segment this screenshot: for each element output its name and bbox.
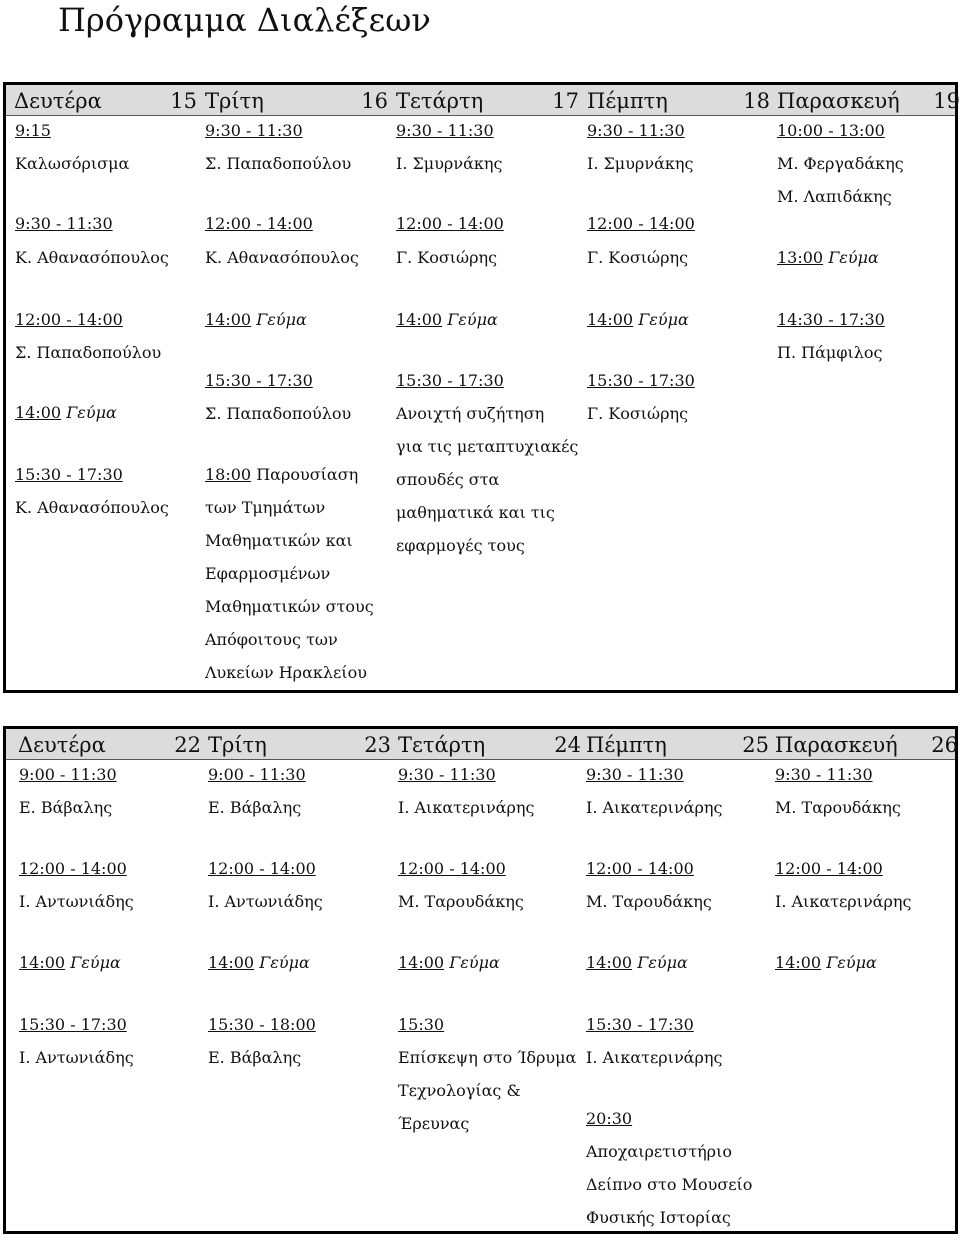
time-slot: 9:15 — [15, 121, 51, 140]
day-number: 26 — [931, 733, 958, 757]
schedule-text: Γ. Κοσιώρης — [587, 404, 689, 423]
time-slot: 15:30 — [398, 1015, 445, 1034]
schedule-text: Μ. Φεργαδάκης — [777, 154, 904, 173]
schedule-text: Ι. Αντωνιάδης — [19, 892, 134, 911]
week-1-header — [6, 85, 960, 116]
time-slot: 9:30 - 11:30 — [15, 214, 113, 233]
schedule-text: Μ. Ταρουδάκης — [586, 892, 712, 911]
schedule-text: Λυκείων Ηρακλείου — [205, 663, 367, 682]
day-name: Πέμπτη — [586, 733, 667, 757]
schedule-text: Έρευνας — [398, 1114, 470, 1133]
day-header — [777, 85, 960, 115]
time-slot: 12:00 - 14:00 — [587, 214, 695, 233]
schedule-text: για τις μεταπτυχιακές — [396, 437, 579, 456]
time-slot: 15:30 - 17:30 — [15, 465, 123, 484]
time-slot: 12:00 - 14:00 — [775, 859, 883, 878]
day-number: 24 — [554, 733, 581, 757]
meal-slot: 14:00 Γεύμα — [205, 310, 307, 329]
schedule-text: Μ. Λαπιδάκης — [777, 187, 892, 206]
day-number: 23 — [364, 733, 391, 757]
schedule-text: Σ. Παπαδοπούλου — [205, 404, 352, 423]
week-1-schedule — [3, 82, 958, 693]
day-header — [396, 85, 579, 115]
schedule-text: των Τμημάτων — [205, 498, 326, 517]
day-number: 19 — [933, 89, 960, 113]
event-time-with-title: 18:00 Παρουσίαση — [205, 465, 359, 484]
meal-slot: 13:00 Γεύμα — [777, 248, 879, 267]
schedule-text: Κ. Αθανασόπουλος — [205, 248, 359, 267]
schedule-text: Αποχαιρετιστήριο — [586, 1142, 732, 1161]
time-slot: 15:30 - 17:30 — [205, 371, 313, 390]
schedule-text: Μαθηματικών και — [205, 531, 353, 550]
schedule-text: Π. Πάμφιλος — [777, 343, 883, 362]
meal-slot: 14:00 Γεύμα — [19, 953, 121, 972]
schedule-text: Σ. Παπαδοπούλου — [15, 343, 162, 362]
meal-slot: 14:00 Γεύμα — [398, 953, 500, 972]
time-slot: 15:30 - 17:30 — [586, 1015, 694, 1034]
time-slot: 9:30 - 11:30 — [587, 121, 685, 140]
day-name: Τετάρτη — [396, 89, 484, 113]
day-header — [587, 85, 770, 115]
week-2-header — [6, 729, 958, 760]
time-slot: 15:30 - 17:30 — [587, 371, 695, 390]
schedule-text: Ε. Βάβαλης — [208, 798, 302, 817]
schedule-text: Ι. Σμυρνάκης — [587, 154, 694, 173]
schedule-text: Γ. Κοσιώρης — [396, 248, 498, 267]
time-slot: 14:30 - 17:30 — [777, 310, 885, 329]
schedule-text: Ι. Αικατερινάρης — [586, 798, 723, 817]
schedule-text: Ι. Αικατερινάρης — [398, 798, 535, 817]
meal-slot: 14:00 Γεύμα — [396, 310, 498, 329]
schedule-text: Επίσκεψη στο Ίδρυμα — [398, 1048, 577, 1067]
day-number: 18 — [743, 89, 770, 113]
time-slot: 20:30 — [586, 1109, 633, 1128]
day-name: Δευτέρα — [18, 733, 106, 757]
schedule-text: Καλωσόρισμα — [15, 154, 130, 173]
day-header — [18, 729, 201, 759]
time-slot: 9:30 - 11:30 — [586, 765, 684, 784]
schedule-text: Ε. Βάβαλης — [19, 798, 113, 817]
time-slot: 9:00 - 11:30 — [19, 765, 117, 784]
day-header — [208, 729, 391, 759]
time-slot: 12:00 - 14:00 — [205, 214, 313, 233]
schedule-text: Κ. Αθανασόπουλος — [15, 248, 169, 267]
meal-slot: 14:00 Γεύμα — [586, 953, 688, 972]
schedule-text: Κ. Αθανασόπουλος — [15, 498, 169, 517]
schedule-text: Εφαρμοσμένων — [205, 564, 331, 583]
time-slot: 15:30 - 17:30 — [19, 1015, 127, 1034]
schedule-text: Ι. Αικατερινάρης — [775, 892, 912, 911]
time-slot: 12:00 - 14:00 — [15, 310, 123, 329]
schedule-text: Ι. Αντωνιάδης — [208, 892, 323, 911]
schedule-text: Σ. Παπαδοπούλου — [205, 154, 352, 173]
time-slot: 9:30 - 11:30 — [396, 121, 494, 140]
schedule-text: σπουδές στα — [396, 470, 500, 489]
day-header — [205, 85, 388, 115]
day-name: Πέμπτη — [587, 89, 668, 113]
day-number: 25 — [742, 733, 769, 757]
schedule-text: εφαρμογές τους — [396, 536, 525, 555]
day-name: Τετάρτη — [398, 733, 486, 757]
day-number: 16 — [361, 89, 388, 113]
schedule-text: Μ. Ταρουδάκης — [775, 798, 901, 817]
time-slot: 9:30 - 11:30 — [775, 765, 873, 784]
week-2-schedule — [3, 726, 958, 1234]
day-name: Δευτέρα — [14, 89, 102, 113]
schedule-text: Ι. Αντωνιάδης — [19, 1048, 134, 1067]
time-slot: 12:00 - 14:00 — [19, 859, 127, 878]
schedule-text: Ανοιχτή συζήτηση — [396, 404, 545, 423]
schedule-text: Απόφοιτους των — [205, 630, 338, 649]
schedule-text: Ι. Αικατερινάρης — [586, 1048, 723, 1067]
time-slot: 9:00 - 11:30 — [208, 765, 306, 784]
day-header — [586, 729, 769, 759]
schedule-text: Ε. Βάβαλης — [208, 1048, 302, 1067]
day-number: 15 — [170, 89, 197, 113]
schedule-text: μαθηματικά και τις — [396, 503, 555, 522]
time-slot: 9:30 - 11:30 — [205, 121, 303, 140]
schedule-text: Γ. Κοσιώρης — [587, 248, 689, 267]
time-slot: 10:00 - 13:00 — [777, 121, 885, 140]
meal-slot: 14:00 Γεύμα — [587, 310, 689, 329]
time-slot: 12:00 - 14:00 — [586, 859, 694, 878]
schedule-text: Φυσικής Ιστορίας — [586, 1208, 731, 1227]
day-name: Τρίτη — [205, 89, 264, 113]
schedule-text: Δείπνο στο Μουσείο — [586, 1175, 753, 1194]
day-name: Παρασκευή — [775, 733, 898, 757]
time-slot: 15:30 - 18:00 — [208, 1015, 316, 1034]
day-header — [14, 85, 197, 115]
meal-slot: 14:00 Γεύμα — [775, 953, 877, 972]
time-slot: 12:00 - 14:00 — [208, 859, 316, 878]
day-number: 22 — [174, 733, 201, 757]
meal-slot: 14:00 Γεύμα — [15, 403, 117, 422]
time-slot: 12:00 - 14:00 — [396, 214, 504, 233]
day-header — [398, 729, 581, 759]
time-slot: 15:30 - 17:30 — [396, 371, 504, 390]
schedule-text: Μαθηματικών στους — [205, 597, 374, 616]
schedule-text: Ι. Σμυρνάκης — [396, 154, 503, 173]
day-number: 17 — [552, 89, 579, 113]
day-name: Παρασκευή — [777, 89, 900, 113]
day-header — [775, 729, 958, 759]
schedule-text: Τεχνολογίας & — [398, 1081, 521, 1100]
time-slot: 12:00 - 14:00 — [398, 859, 506, 878]
meal-slot: 14:00 Γεύμα — [208, 953, 310, 972]
time-slot: 9:30 - 11:30 — [398, 765, 496, 784]
schedule-text: Μ. Ταρουδάκης — [398, 892, 524, 911]
page-title: Πρόγραμμα Διαλέξεων — [58, 1, 431, 39]
day-name: Τρίτη — [208, 733, 267, 757]
